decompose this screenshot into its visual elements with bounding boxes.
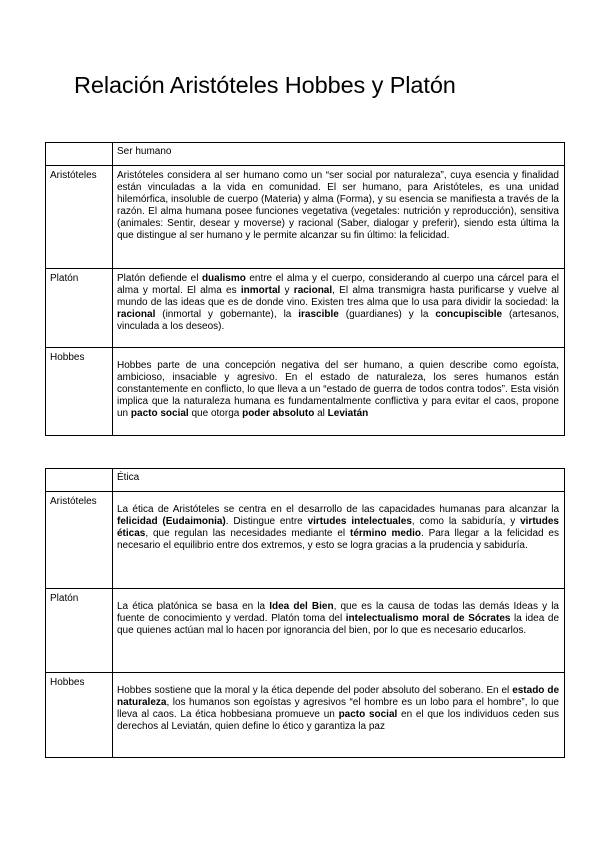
text-run: , que es la causa de todas las demás Ideas y la fuente de conocimiento y verdad. Platón toma del bbox=[117, 601, 559, 625]
emphasized-term: pacto social bbox=[130, 408, 189, 420]
row-text bbox=[113, 673, 565, 758]
emphasized-term: virtudes éticas bbox=[117, 516, 559, 540]
text-run: La ética de Aristóteles se centra en el desarrollo de las capacidades humanas para alcanzar la bbox=[117, 504, 559, 515]
text-run: La ética platónica se basa en la bbox=[117, 601, 270, 612]
header-topic: Ser humano bbox=[113, 143, 565, 166]
emphasized-term: virtudes intelectuales bbox=[307, 516, 412, 528]
row-text bbox=[113, 589, 565, 673]
row-label: Platón bbox=[46, 589, 113, 673]
row-text bbox=[113, 492, 565, 589]
text-run: que otorga bbox=[188, 408, 243, 420]
table-row bbox=[46, 348, 565, 436]
text-run: , los humanos son egoístas y agresivos “el hombre es un lobo para el hombre”, lo que lleva al caos. La ética hobbesiana promueve un bbox=[117, 697, 559, 721]
emphasized-term: concupiscible bbox=[435, 309, 503, 321]
emphasized-term: intelectualismo moral de Sócrates bbox=[345, 613, 511, 625]
paragraph bbox=[117, 170, 559, 243]
table-ser-humano bbox=[45, 142, 565, 436]
text-run: en el que los individuos ceden sus derechos al Leviatán, quien define lo ético y garantiza la paz bbox=[117, 709, 559, 733]
emphasized-term: Idea del Bien bbox=[269, 601, 334, 612]
emphasized-term: racional bbox=[293, 285, 333, 297]
text-run: . Para llegar a la felicidad es necesario el equilibrio entre dos extremos, y esto se logra gracias a la prudencia y sabiduría. bbox=[117, 528, 559, 552]
header-empty-cell bbox=[46, 469, 113, 492]
table-header-row bbox=[46, 143, 565, 166]
emphasized-term: irascible bbox=[298, 309, 339, 321]
table-row bbox=[46, 269, 565, 348]
emphasized-term: felicidad (Eudaimonia) bbox=[117, 516, 226, 528]
text-run: al bbox=[314, 408, 328, 420]
emphasized-term: inmortal bbox=[240, 285, 281, 297]
paragraph bbox=[117, 360, 559, 420]
text-run: Platón defiende el bbox=[117, 273, 202, 284]
row-label: Aristóteles bbox=[46, 166, 113, 269]
header-topic: Ética bbox=[113, 469, 565, 492]
text-run: y bbox=[280, 285, 294, 297]
document-title: Relación Aristóteles Hobbes y Platón bbox=[74, 72, 456, 98]
text-run: Hobbes parte de una concepción negativa del ser humano, a quien describe como egoísta, ambicioso, insaciable y agresivo. En el estado de naturaleza, los seres humanos están constantemente en conflicto, lo que lleva a un “estado de guerra de todos contra todos”. Esta visión implica que la naturaleza humana es fundamentalmente conflictiva y para evitar el caos, propone un bbox=[117, 360, 559, 420]
text-run: , como la sabiduría, y bbox=[411, 516, 521, 528]
table-header-row bbox=[46, 469, 565, 492]
paragraph bbox=[117, 601, 559, 637]
text-run: . Distingue entre bbox=[225, 516, 308, 528]
text-run: la idea de que quienes actúan mal lo hacen por ignorancia del bien, por lo que es necesario educarlos. bbox=[117, 613, 560, 637]
paragraph bbox=[117, 685, 559, 733]
text-run: (inmortal y gobernante), la bbox=[155, 309, 299, 321]
emphasized-term: poder absoluto bbox=[242, 408, 315, 420]
paragraph bbox=[117, 273, 559, 333]
emphasized-term: pacto social bbox=[338, 709, 398, 721]
emphasized-term: Leviatán bbox=[327, 408, 369, 420]
emphasized-term: dualismo bbox=[201, 273, 246, 284]
text-run: entre el alma y el cuerpo, considerando al cuerpo una cárcel para el alma y mortal. El alma es bbox=[117, 273, 559, 297]
header-empty-cell bbox=[46, 143, 113, 166]
text-run: Hobbes sostiene que la moral y la ética depende del poder absoluto del soberano. En el bbox=[117, 685, 513, 696]
table-row bbox=[46, 673, 565, 758]
row-text bbox=[113, 269, 565, 348]
row-text bbox=[113, 166, 565, 269]
table-row bbox=[46, 492, 565, 589]
emphasized-term: término medio bbox=[349, 528, 421, 540]
row-label: Aristóteles bbox=[46, 492, 113, 589]
text-run: , El alma transmigra hasta purificarse y vuelve al mundo de las ideas que es de donde vino. Existen tres alma que lo usa para dividir la sociedad: la bbox=[117, 285, 559, 309]
table-etica bbox=[45, 468, 565, 758]
text-run: (artesanos, vinculada a los deseos). bbox=[117, 309, 559, 333]
emphasized-term: estado de naturaleza bbox=[117, 685, 560, 709]
text-run: , que regulan las necesidades mediante el bbox=[145, 528, 350, 540]
row-label: Platón bbox=[46, 269, 113, 348]
row-label: Hobbes bbox=[46, 673, 113, 758]
table-row bbox=[46, 166, 565, 269]
row-text bbox=[113, 348, 565, 436]
row-label: Hobbes bbox=[46, 348, 113, 436]
table-row bbox=[46, 589, 565, 673]
text-run: (guardianes) y la bbox=[338, 309, 436, 321]
text-run: Aristóteles considera al ser humano como un “ser social por naturaleza”, cuya esencia y finalidad están vinculadas a la vida en comunidad. El ser humano, para Aristóteles, es una unidad hilemórfica, insoluble de cuerpo (Materia) y alma (Forma), y su esencia se manifiesta a través de la razón. El alma humana posee funciones vegetativa (vegetales: nutrición y reproducción), sensitiva (animales: Sentir, desear y moverse) y racional (Saber, dialogar y preferir), siendo esta última la que distingue al ser humano y le permite alcanzar su fin último: la felicidad. bbox=[117, 170, 559, 242]
emphasized-term: racional bbox=[117, 309, 156, 321]
paragraph bbox=[117, 504, 559, 552]
